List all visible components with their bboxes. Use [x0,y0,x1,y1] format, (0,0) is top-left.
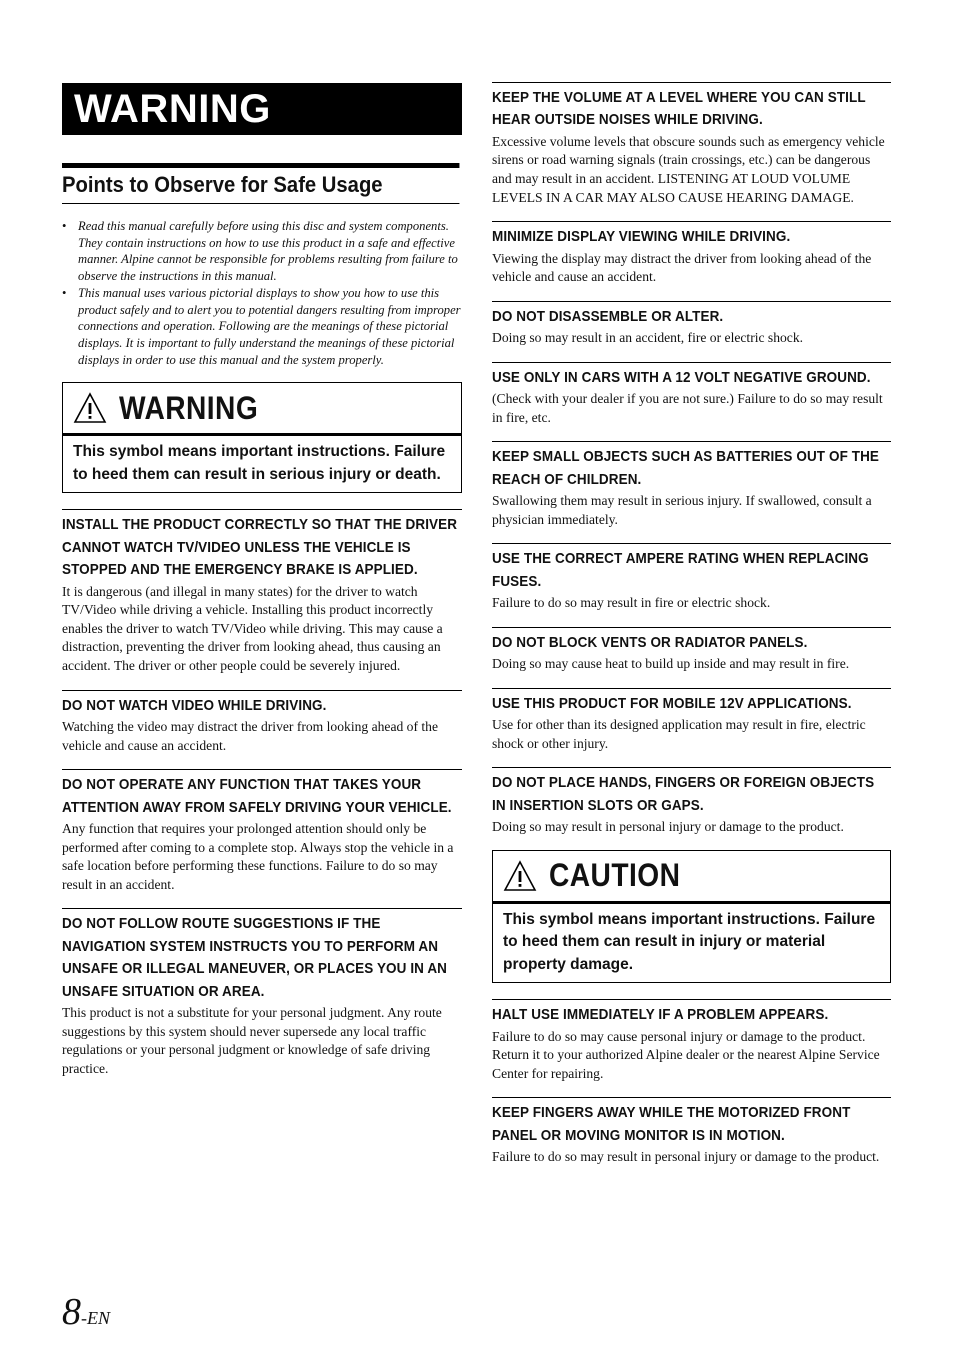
section-text: Doing so may result in personal injury or damage to the product. [492,819,844,835]
warning-box-body: This symbol means important instructions. Failure to heed them can result in serious injury or death. [73,443,446,483]
caution-box-title: CAUTION [549,857,681,894]
section-heading: DO NOT PLACE HANDS, FINGERS OR FOREIGN OBJECTS IN INSERTION SLOTS OR GAPS. [492,774,875,814]
subheading: Points to Observe for Safe Usage [62,163,459,204]
section [492,767,891,836]
section-text: Failure to do so may result in fire or electric shock. [492,595,771,611]
section-heading: KEEP FINGERS AWAY WHILE THE MOTORIZED FRONT PANEL OR MOVING MONITOR IS IN MOTION. [492,1104,851,1144]
section [492,301,891,348]
section-text: (Check with your dealer if you are not sure.) Failure to do so may result in fire, etc. [492,391,883,425]
warning-triangle-icon [503,860,537,892]
page-number-value: 8 [62,1291,81,1333]
section-text: Any function that requires your prolonged attention should only be performed after coming to a complete stop. Always stop the vehicle in a safe location before performing these functions. Failure to do so may result in an accident. [62,820,454,892]
section-text: It is dangerous (and illegal in many states) for the driver to watch TV/Video while driving a vehicle. Installing this product incorrectly enables the driver to watch TV/Video while driving. This may cause a distraction, preventing the driver from looking ahead, thus causing an accident. The driver or other people could be severely injured. [62,583,443,673]
section [62,769,462,894]
section-heading: KEEP THE VOLUME AT A LEVEL WHERE YOU CAN STILL HEAR OUTSIDE NOISES WHILE DRIVING. [492,89,866,129]
section [492,82,891,207]
section-heading: MINIMIZE DISPLAY VIEWING WHILE DRIVING. [492,228,791,246]
left-column [62,82,462,1078]
section-text: Use for other than its designed application may result in fire, electric shock or other injury. [492,717,866,751]
section-text: Watching the video may distract the driver from looking ahead of the vehicle and cause an accident. [62,718,439,753]
warning-box [62,382,462,493]
section-text: Failure to do so may cause personal injury or damage to the product. Return it to your authorized Alpine dealer or the nearest Alpine Service Center for repairing. [492,1028,880,1081]
section [492,1097,891,1166]
caution-box-header [493,851,890,904]
warning-banner: WARNING [62,83,462,135]
section-heading: KEEP SMALL OBJECTS SUCH AS BATTERIES OUT OF THE REACH OF CHILDREN. [492,448,880,488]
intro-bullet: • This manual uses various pictorial displays to show you how to use this product safely and to alert you to potential dangers resulting from improper connections and operation. Following are the meanings of these pictorial displays. It is important to fully understand the meanings of these pictorial displays in order to use this manual and the system properly. [62,285,462,369]
caution-box-body: This symbol means important instructions. Failure to heed them can result in injury or material property damage. [503,910,876,973]
warning-box-header [63,383,461,436]
section-text: This product is not a substitute for your personal judgment. Any route suggestions by this system should never supersede any local traffic regulations or your personal judgment or knowledge of safe driving practice. [62,1004,442,1076]
section-heading: USE THE CORRECT AMPERE RATING WHEN REPLACING FUSES. [492,550,869,590]
section [492,627,891,674]
section-text: Doing so may cause heat to build up inside and may result in fire. [492,656,850,672]
section [492,543,891,612]
section [62,908,462,1078]
section [492,221,891,287]
section [492,999,891,1083]
section [62,509,462,675]
section-heading: DO NOT OPERATE ANY FUNCTION THAT TAKES YOUR ATTENTION AWAY FROM SAFELY DRIVING YOUR VEHICLE. [62,776,452,816]
caution-box [492,850,891,984]
left-sections [62,509,462,1078]
section-heading: INSTALL THE PRODUCT CORRECTLY SO THAT THE DRIVER CANNOT WATCH TV/VIDEO UNLESS THE VEHICLE IS STOPPED AND THE EMERGENCY BRAKE IS APPLIED. [62,516,458,579]
section [492,441,891,529]
section-text: Viewing the display may distract the driver from looking ahead of the vehicle and cause an accident. [492,250,872,285]
section-heading: DO NOT DISASSEMBLE OR ALTER. [492,307,724,325]
section-text: Failure to do so may result in personal injury or damage to the product. [492,1149,880,1165]
subheading-wrap [62,163,462,204]
warning-triangle-icon [73,392,107,424]
section-heading: USE ONLY IN CARS WITH A 12 VOLT NEGATIVE GROUND. [492,368,871,386]
warning-box-title: WARNING [119,389,259,426]
section-text: Excessive volume levels that obscure sounds such as emergency vehicle sirens or road warning signals (train crossings, etc.) can be dangerous and may result in an accident. LISTENING AT LOUD VOLUME LEVELS IN A CAR MAY ALSO CAUSE HEARING DAMAGE. [492,133,885,205]
page-number [62,1290,110,1334]
section-heading: HALT USE IMMEDIATELY IF A PROBLEM APPEARS. [492,1006,829,1024]
section-text: Doing so may result in an accident, fire or electric shock. [492,330,804,346]
intro-bullet: • Read this manual carefully before using this disc and system components. They contain instructions on how to use this product in a safe and effective manner. Alpine cannot be responsible for problems resulting from failure to observe the instructions in this manual. [62,218,462,285]
section [492,362,891,428]
intro-bullets [62,218,462,368]
section-heading: DO NOT BLOCK VENTS OR RADIATOR PANELS. [492,633,808,651]
section-heading: USE THIS PRODUCT FOR MOBILE 12V APPLICATIONS. [492,694,852,712]
section-text: Swallowing them may result in serious injury. If swallowed, consult a physician immediately. [492,493,872,527]
page-number-suffix: -EN [81,1308,110,1328]
section [62,690,462,756]
section-heading: DO NOT FOLLOW ROUTE SUGGESTIONS IF THE NAVIGATION SYSTEM INSTRUCTS YOU TO PERFORM AN UNSAFE OR ILLEGAL MANEUVER, OR PLACES YOU IN AN UNSAFE SITUATION OR AREA. [62,915,448,1000]
section-heading: DO NOT WATCH VIDEO WHILE DRIVING. [62,696,327,714]
section [492,688,891,754]
right-column [492,82,891,1167]
